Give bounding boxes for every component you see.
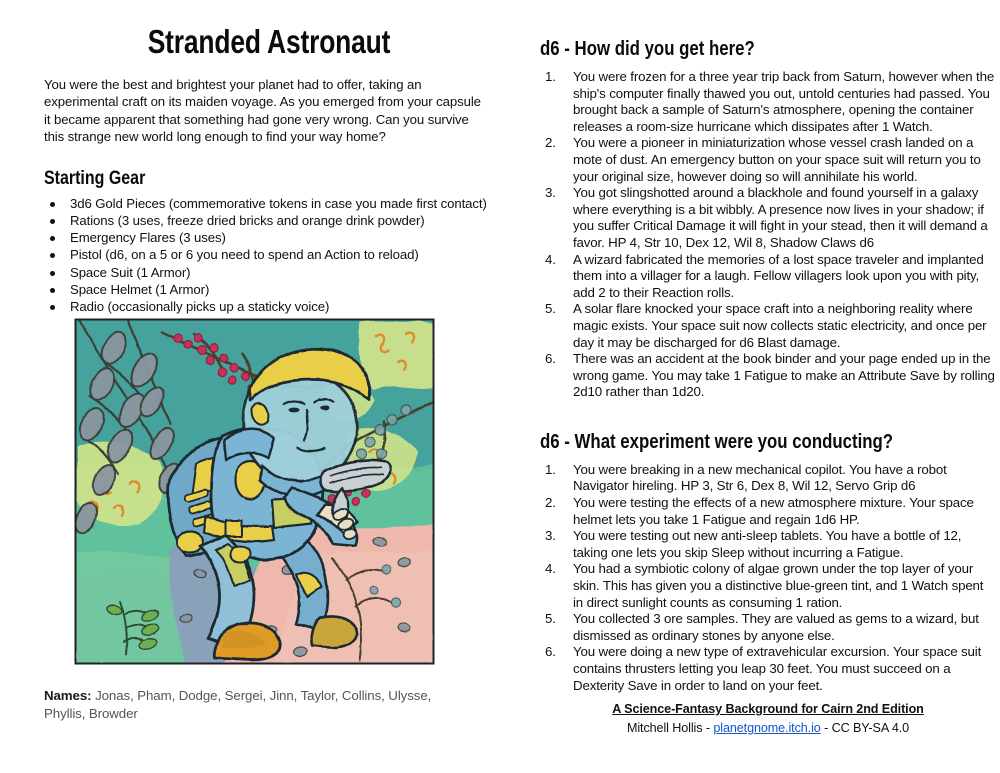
gear-item-text: Space Helmet (1 Armor) [70, 281, 210, 297]
starting-gear-list [44, 196, 494, 315]
entry-text: You collected 3 ore samples. They are valued as gems to a wizard, but dismissed as ordinary stones by anyone else. [573, 611, 979, 643]
list-item [44, 265, 494, 282]
right-column [540, 38, 996, 694]
bullet-icon [50, 219, 55, 224]
bullet-icon [50, 305, 55, 310]
gear-item-text: Space Suit (1 Armor) [70, 264, 191, 280]
list-item [540, 185, 996, 251]
list-item [540, 351, 996, 401]
gear-item-text: Pistol (d6, on a 5 or 6 you need to spend an Action to reload) [70, 247, 419, 263]
list-item [44, 299, 494, 316]
how-did-you-get-here-heading: d6 - How did you get here? [540, 37, 755, 60]
names-line [44, 687, 454, 723]
list-item [44, 213, 494, 230]
page-title: Stranded Astronaut [147, 23, 391, 60]
list-item [44, 230, 494, 247]
names-label: Names: [44, 688, 92, 703]
list-item [540, 528, 996, 561]
footer-author: Mitchell Hollis [626, 721, 703, 735]
list-item [540, 252, 996, 302]
list-number: 5. [545, 611, 556, 627]
list-item [540, 611, 996, 644]
entry-text: You were a pioneer in miniaturization whose vessel crash landed on a mote of dust. An emergency button on your space suit will return you to your original size, however doing so will annihilate his world. [573, 135, 981, 184]
bullet-icon [50, 202, 55, 207]
list-number: 1. [545, 461, 556, 477]
list-number: 6. [545, 351, 556, 367]
what-experiment-heading: d6 - What experiment were you conducting? [540, 429, 894, 453]
entry-text: You were breaking in a new mechanical copilot. You have a robot Navigator hireling. HP 3, Str 6, Dex 8, Wil 12, Servo Grip d6 [573, 461, 947, 494]
entry-text: You were testing out new anti-sleep tablets. You have a bottle of 12, taking one lets you skip Sleep without incurring a Fatigue. [573, 528, 962, 560]
footer-separator-1: - [702, 721, 714, 735]
entry-text: You were testing the effects of a new atmosphere mixture. Your space helmet lets you take 1 Fatigue and regain 1d6 HP. [573, 495, 974, 527]
names-list: Jonas, Pham, Dodge, Sergei, Jinn, Taylor, Collins, Ulysse, Phyllis, Browder [44, 688, 432, 721]
bullet-icon [50, 236, 55, 241]
footer-license: CC BY-SA 4.0 [831, 721, 910, 735]
gear-item-text: Emergency Flares (3 uses) [70, 230, 226, 246]
list-item [540, 301, 996, 351]
list-item [540, 644, 996, 694]
astronaut-illustration [74, 318, 435, 665]
bullet-icon [50, 271, 55, 276]
list-number: 4. [545, 561, 556, 577]
entry-text: There was an accident at the book binder and your page ended up in the wrong game. You may take 1 Fatigue to make an Attribute Save by rolling 2d10 rather than 1d20. [573, 351, 995, 400]
footer-separator-2: - [820, 721, 832, 735]
bullet-icon [50, 288, 55, 293]
section-spacer [540, 401, 996, 431]
list-number: 5. [545, 301, 556, 317]
entry-text: You had a symbiotic colony of algae grown under the top layer of your skin. This has given you a distinctive blue-green tint, and 1 Watch spent in direct sunlight counts as consuming 1 ration. [573, 561, 984, 610]
left-column [44, 22, 494, 316]
what-experiment-list [540, 462, 996, 694]
starting-gear-heading: Starting Gear [44, 167, 146, 190]
list-item [540, 495, 996, 528]
list-number: 6. [545, 644, 556, 660]
footer-subtitle: A Science-Fantasy Background for Cairn 2nd Edition [612, 702, 924, 716]
bullet-icon [50, 253, 55, 258]
list-item [44, 196, 494, 213]
gear-item-text: Radio (occasionally picks up a staticky voice) [70, 298, 330, 314]
itch-io-link[interactable]: planetgnome.itch.io [713, 721, 821, 735]
entry-text: A wizard fabricated the memories of a lost space traveler and implanted them into a villager for a laugh. Fellow villagers look upon you with pity, add 2 to their Reaction rolls. [573, 251, 984, 300]
list-number: 2. [545, 495, 556, 511]
entry-text: You were frozen for a three year trip back from Saturn, however when the ship's computer finally thawed you out, untold centuries had passed. You brought back a sample of Saturn's atmosphere, opening the container releases a room-size hurricane which dissipates after 1 Watch. [573, 69, 995, 134]
entry-text: A solar flare knocked your space craft into a neighboring reality where magic exists. Your space suit now collects static electricity, and once per day it may be discharged for d6 Blast damage. [573, 301, 987, 350]
list-number: 3. [545, 528, 556, 544]
list-item [540, 135, 996, 185]
list-number: 2. [545, 135, 556, 151]
list-number: 4. [545, 251, 556, 267]
list-item [44, 282, 494, 299]
list-number: 3. [545, 185, 556, 201]
entry-text: You got slingshotted around a blackhole and found yourself in a galaxy where everything is a bit wibbly. A presence now lives in your shadow; if you suffer Critical Damage it will fight in your stead, then it will demand a favor. HP 4, Str 10, Dex 12, Wil 8, Shadow Claws d6 [573, 185, 988, 250]
gear-item-text: Rations (3 uses, freeze dried bricks and orange drink powder) [70, 213, 425, 229]
footer-attribution [540, 719, 996, 738]
how-did-you-get-here-list [540, 69, 996, 401]
intro-paragraph: You were the best and brightest your planet had to offer, taking an experimental craft on its maiden voyage. As you emerged from your capsule it became apparent that something had gone very wrong. Can you survive this strange new world long enough to find your way home? [44, 77, 481, 144]
list-item [540, 561, 996, 611]
list-number: 1. [545, 69, 556, 84]
list-item [540, 462, 996, 495]
gear-item-text: 3d6 Gold Pieces (commemorative tokens in case you made first contact) [70, 196, 487, 212]
footer-credits [540, 700, 996, 738]
list-item [540, 69, 996, 135]
list-item [44, 247, 494, 264]
entry-text: You were doing a new type of extravehicular excursion. Your space suit contains thrusters letting you leap 30 feet. You must succeed on a Dexterity Save in order to land on your feet. [573, 644, 982, 693]
